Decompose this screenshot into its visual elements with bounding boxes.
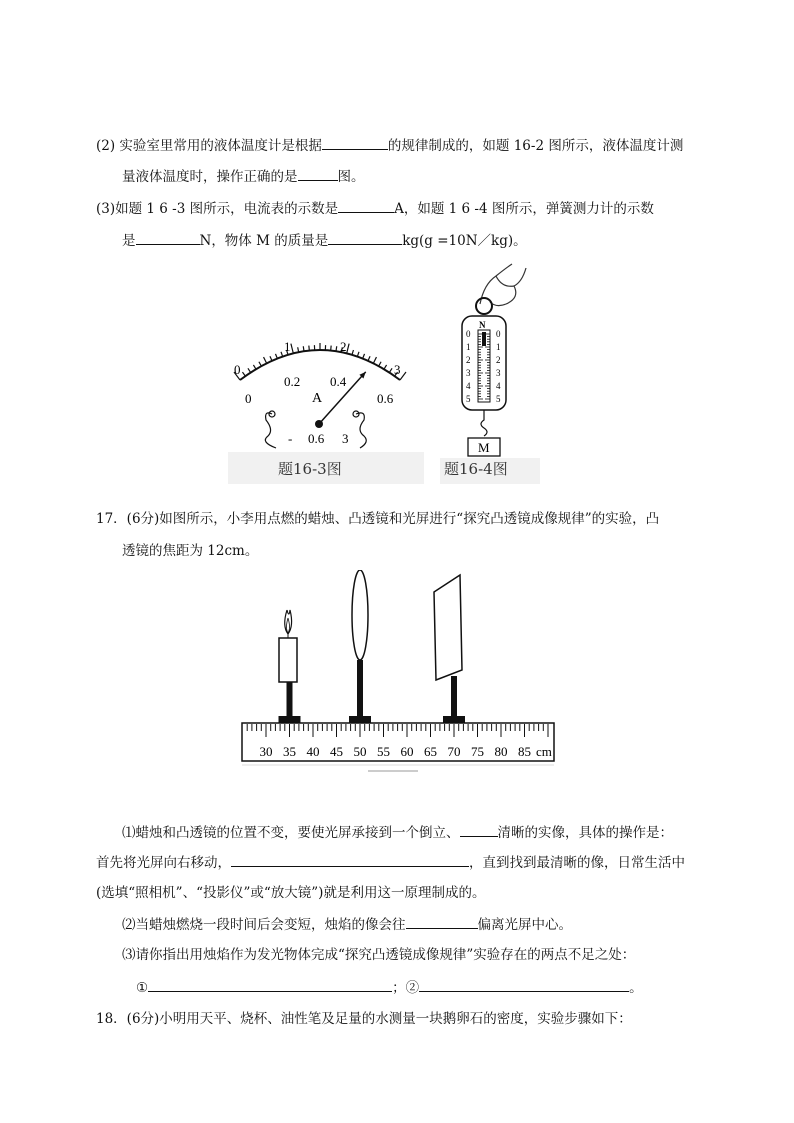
optical-bench-figure [238,570,558,775]
wire-left [265,413,276,448]
ammeter-unit: A [312,391,323,406]
candle-flame-icon [285,610,292,634]
ammeter-tick [384,365,387,369]
ruler-label-75: 75 [471,744,484,759]
q17-part2: ⑵当蜡烛燃烧一段时间后会变短，烛焰的像会往 偏离光屏中心。 [122,914,572,934]
ruler-label-40: 40 [306,744,320,759]
ammeter-figure [228,262,424,484]
bottom-tick-0.6: 0.6 [377,391,394,406]
answer-blank[interactable] [460,822,498,837]
ruler-label-85: 85 [518,744,531,759]
q17-part1-line3: (选填“照相机”、“投影仪”或“放大镜”)就是利用这一原理制成的。 [96,885,486,901]
scale-number-left: 0 [466,329,471,339]
hook-icon [481,410,487,436]
scale-number-right: 5 [496,394,501,404]
scale-number-right: 1 [496,342,501,352]
q17-intro-line1: 17．(6分)如图所示，小李用点燃的蜡烛、凸透镜和光屏进行“探究凸透镜成像规律”的实验，凸 [96,511,660,527]
answer-blank[interactable] [148,977,392,992]
ruler-label-45: 45 [330,744,343,759]
q16-part3-line1: (3)如题 1 6 -3 图所示，电流表的示数是 A，如题 1 6 -4 图所示，弹簧测力计的示数 [96,198,654,218]
ruler-label-65: 65 [424,744,437,759]
needle-pivot [315,420,323,428]
lens-holder [357,660,363,718]
top-tick-0: 0 [234,362,241,377]
ammeter-tick [259,362,261,366]
q17-intro-line2: 透镜的焦距为 12cm。 [122,543,259,559]
ammeter-tick [242,372,245,376]
ammeter-tick [264,357,267,363]
ammeter-tick [400,372,406,380]
candle [279,638,297,682]
light-screen [434,575,462,680]
ruler-label-50: 50 [353,744,367,759]
scale-number-right: 2 [496,355,501,365]
ammeter-tick [336,346,337,351]
ammeter-tick [352,350,353,355]
q16-part3-line2: 是 N，物体 M 的质量是 kg(g =10N／kg)。 [122,230,527,250]
candle-base [279,716,301,723]
scale-number-right: 0 [496,329,501,339]
bottom-tick-0.4: 0.4 [330,374,347,389]
candle-holder [287,682,293,718]
top-tick-3: 3 [394,362,401,377]
q16-part2-line2: 量液体温度时，操作正确的是 图。 [122,166,365,186]
scale-number-left: 3 [466,368,471,378]
lens-base [349,716,371,723]
ammeter-scale-arc [240,350,400,380]
answer-blank[interactable] [328,230,402,245]
ruler-unit: cm [536,744,552,759]
answer-blank[interactable] [322,135,388,150]
scale-number-left: 1 [466,342,471,352]
scale-number-right: 3 [496,368,501,378]
spring-scale-figure [440,262,540,484]
hanging-ring [476,298,492,314]
ammeter-tick [253,365,256,369]
figure-caption-16-3: 题16-3图 [278,460,342,478]
ammeter-tick [291,344,293,354]
ammeter-tick [347,344,349,354]
ammeter-tick [248,368,251,372]
unit-label: N [479,320,486,330]
ammeter-tick [357,352,359,357]
object-m-label: M [478,440,490,455]
wire-right [356,413,366,448]
q17-part3-answers: ① ；② 。 [136,977,643,997]
answer-blank[interactable] [419,977,629,992]
ammeter-tick [368,356,370,361]
ammeter-tick [270,356,272,361]
scale-number-left: 2 [466,355,471,365]
ammeter-tick [373,357,376,363]
terminal-negative: - [288,431,293,446]
ammeter-tick [281,352,283,357]
ruler-label-30: 30 [259,744,273,759]
screen-base [443,716,465,723]
ruler-label-55: 55 [377,744,390,759]
answer-blank[interactable] [136,230,200,245]
terminal-3: 3 [342,431,349,446]
ammeter-tick [389,368,392,372]
top-tick-2: 2 [340,339,347,354]
figure-caption-16-4: 题16-4图 [444,460,508,478]
q17-part1-line1: ⑴蜡烛和凸透镜的位置不变，要使光屏承接到一个倒立、 清晰的实像，具体的操作是： [122,822,673,842]
scale-number-right: 4 [496,381,501,391]
answer-blank[interactable] [338,198,394,213]
answer-blank[interactable] [231,852,469,867]
answer-blank[interactable] [406,914,478,929]
q17-part3: ⑶请你指出用烛焰作为发光物体完成“探究凸透镜成像规律”实验存在的两点不足之处： [122,947,636,963]
answer-blank[interactable] [298,166,338,181]
ruler-label-80: 80 [494,744,508,759]
q17-part1-line2: 首先将光屏向右移动， ，直到找到最清晰的像，日常生活中 [96,852,685,872]
scale-number-left: 4 [466,381,471,391]
screen-holder [451,676,457,718]
q18-intro: 18．(6分)小明用天平、烧杯、油性笔及足量的水测量一块鹅卵石的密度，实验步骤如下： [96,1011,632,1027]
convex-lens [352,570,368,660]
bottom-tick-0: 0 [245,391,252,406]
ruler-label-60: 60 [400,744,414,759]
scale-number-left: 5 [466,394,471,404]
top-tick-1: 1 [284,339,291,354]
ammeter-tick [379,362,381,366]
q16-part2-line1: (2) 实验室里常用的液体温度计是根据 的规律制成的，如题 16-2 图所示，液体温度计测 [96,135,683,155]
terminal-0.6: 0.6 [308,431,325,446]
ammeter-tick [303,346,304,351]
ruler-label-35: 35 [283,744,296,759]
bottom-tick-0.2: 0.2 [284,374,301,389]
ruler-label-70: 70 [447,744,461,759]
